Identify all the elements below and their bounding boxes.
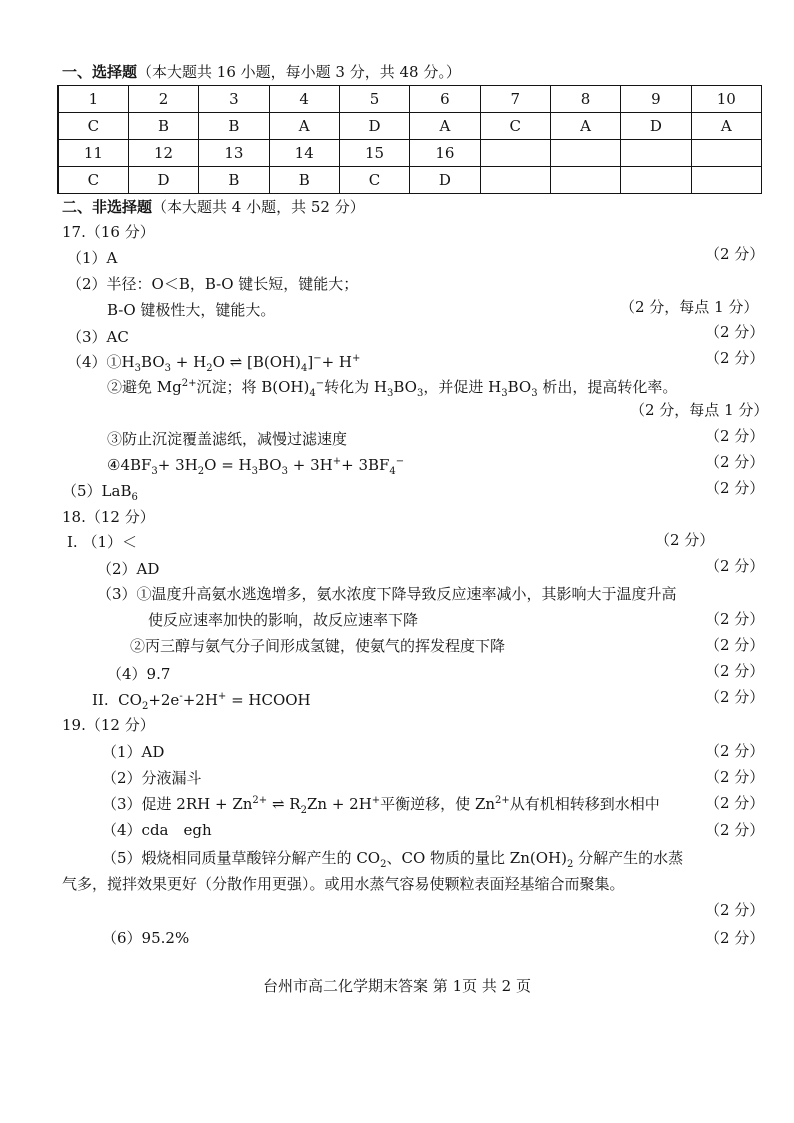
question-number-cell: 16 [410, 140, 480, 167]
question-number-cell: 2 [128, 86, 198, 113]
q19-part2: （2）分液漏斗 [102, 769, 202, 787]
q17-part4-1-points: （2 分） [705, 349, 765, 367]
answer-cell: C [58, 113, 128, 140]
answer-cell: D [339, 113, 409, 140]
answer-cell: D [621, 113, 691, 140]
page-footer: 台州市高二化学期末答案 第 1页 共 2 页 [263, 977, 531, 995]
q18-i3-2-points: （2 分） [705, 636, 765, 654]
q18-i4-points: （2 分） [705, 662, 765, 680]
section1-title: 一、选择题 [62, 63, 138, 81]
table-row [58, 113, 762, 140]
q17-part5-points: （2 分） [705, 479, 765, 497]
answer-cell: D [410, 167, 480, 194]
q17-part5: （5）LaB$_6$ [62, 482, 138, 503]
table-row [58, 140, 762, 167]
q17-part3: （3）AC [67, 328, 129, 346]
q17-part2-points: （2 分，每点 1 分） [620, 298, 759, 316]
answer-table [57, 85, 762, 194]
answer-cell: A [550, 113, 620, 140]
q19-part5-points: （2 分） [705, 901, 765, 919]
q19-part6: （6）95.2% [102, 929, 190, 947]
question-number-cell: 7 [480, 86, 550, 113]
q17-part3-points: （2 分） [705, 323, 765, 341]
q19-part3-points: （2 分） [705, 794, 765, 812]
q19-part5-line2: 气多，搅拌效果更好（分散作用更强）。或用水蒸气容易使颗粒表面羟基缩合而聚集。 [62, 875, 625, 893]
q17-part4-equation1: $(4)①H_3BO_3 + H_2O$ ⇌ $[B(OH)_4]^-+ H^+$ [67, 353, 361, 374]
answer-cell: C [339, 167, 409, 194]
equilibrium-arrow-icon: ⇌ [229, 353, 243, 371]
answer-cell: A [269, 113, 339, 140]
answer-cell: B [128, 113, 198, 140]
answer-cell: D [128, 167, 198, 194]
q17-part4-answer2: ②避免 $Mg^{2+}$沉淀；将 $B(OH)_4^-$转化为 $H_3BO_3$，并促进 $H_3BO_3$ 析出，提高转化率。 [107, 378, 678, 399]
q18-ii-points: （2 分） [705, 688, 765, 706]
answer-cell [480, 167, 550, 194]
answer-cell: C [58, 167, 128, 194]
answer-cell [691, 167, 761, 194]
q17-title: 17.（16 分） [62, 223, 155, 241]
question-number-cell: 4 [269, 86, 339, 113]
q19-title: 19.（12 分） [62, 716, 155, 734]
section2-title: 二、非选择题 [62, 198, 153, 216]
q19-part2-points: （2 分） [705, 768, 765, 786]
question-number-cell [550, 140, 620, 167]
q18-i2-points: （2 分） [705, 557, 765, 575]
answer-cell: A [410, 113, 480, 140]
q19-part6-points: （2 分） [705, 929, 765, 947]
q19-part4: （4）cda egh [102, 821, 212, 839]
question-number-cell: 12 [128, 140, 198, 167]
question-number-cell [480, 140, 550, 167]
q17-part1-points: （2 分） [705, 245, 765, 263]
q18-i1-points: （2 分） [655, 531, 715, 549]
q18-i3-line3: ②丙三醇与氨气分子间形成氢键，使氨气的挥发程度下降 [130, 637, 506, 655]
q18-i4: （4）9.7 [107, 665, 171, 683]
question-number-cell [621, 140, 691, 167]
q19-part1: （1）AD [102, 743, 165, 761]
q18-i1: I. （1）＜ [67, 533, 138, 551]
answer-cell [550, 167, 620, 194]
answer-cell: B [199, 167, 269, 194]
q17-part4-4-points: （2 分） [705, 453, 765, 471]
q19-part4-points: （2 分） [705, 821, 765, 839]
q17-part4-2-points: （2 分，每点 1 分） [630, 401, 769, 419]
q17-part4-answer3: ③防止沉淀覆盖滤纸，减慢过滤速度 [107, 430, 348, 448]
question-number-cell: 3 [199, 86, 269, 113]
table-row [58, 86, 762, 113]
question-number-cell: 15 [339, 140, 409, 167]
answer-cell: C [480, 113, 550, 140]
answer-cell: B [269, 167, 339, 194]
question-number-cell: 11 [58, 140, 128, 167]
q19-part3: （3）促进 $2RH + Zn^{2+}$ ⇌ $R_2Zn + 2H^+$平衡逆移，使 $Zn^{2+}$从有机相转移到水相中 [102, 795, 660, 816]
q17-part4-equation4: $④4BF_3+ 3H_2O = H_3BO_3 + 3H^++ 3BF_4^-$ [107, 456, 405, 477]
q18-title: 18.（12 分） [62, 508, 155, 526]
question-number-cell: 8 [550, 86, 620, 113]
equilibrium-arrow-icon: ⇌ [271, 795, 285, 813]
q17-part4-label: （4） [67, 353, 107, 371]
table-row [58, 167, 762, 194]
section2-note: （本大题共 4 小题，共 52 分） [152, 198, 365, 216]
answer-cell [621, 167, 691, 194]
question-number-cell [691, 140, 761, 167]
q18-i2: （2）AD [97, 560, 160, 578]
question-number-cell: 6 [410, 86, 480, 113]
section1-heading [62, 62, 461, 82]
q19-part1-points: （2 分） [705, 742, 765, 760]
question-number-cell: 5 [339, 86, 409, 113]
section1-note: （本大题共 16 小题，每小题 3 分，共 48 分。） [137, 63, 461, 81]
question-number-cell: 1 [58, 86, 128, 113]
question-number-cell: 9 [621, 86, 691, 113]
question-number-cell: 10 [691, 86, 761, 113]
q18-ii-equation: II. $CO_2+2e^-+2H^+$ = HCOOH [92, 691, 311, 712]
q17-part2-line1: （2）半径：O＜B，B-O 键长短，键能大； [67, 275, 359, 293]
answer-cell: B [199, 113, 269, 140]
q18-i3-1-points: （2 分） [705, 610, 765, 628]
q17-part2-line2: B-O 键极性大，键能大。 [107, 301, 276, 319]
question-number-cell: 14 [269, 140, 339, 167]
section2-heading [62, 197, 365, 217]
question-number-cell: 13 [199, 140, 269, 167]
q18-i3-line2: 使反应速率加快的影响，故反应速率下降 [148, 611, 419, 629]
q18-i3-line1: （3）①温度升高氨水逃逸增多，氨水浓度下降导致反应速率减小，其影响大于温度升高 [97, 585, 677, 603]
answer-cell: A [691, 113, 761, 140]
q19-part5-line1: （5）煅烧相同质量草酸锌分解产生的 $CO_2$、CO 物质的量比 $Zn(OH)_2$ 分解产生的水蒸 [102, 849, 684, 870]
q17-part1: （1）A [67, 249, 118, 267]
q17-part4-3-points: （2 分） [705, 427, 765, 445]
